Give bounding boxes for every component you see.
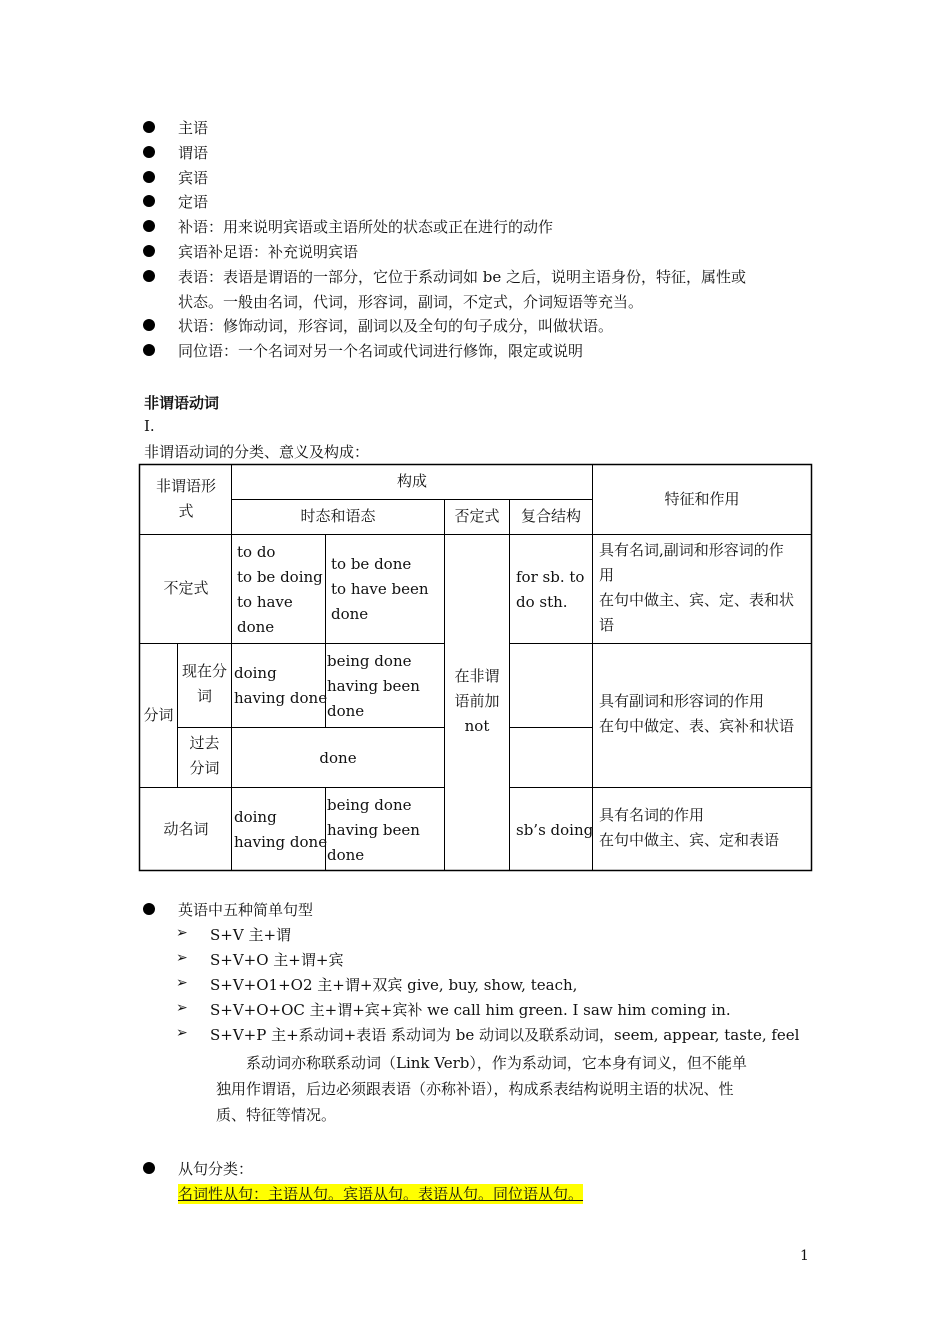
header-structure: 构成 [396,472,427,490]
header-form: 非谓语形 式 [155,477,216,520]
list-item: S+V+O 主+谓+宾 [210,951,344,969]
list-item: 宾语 [178,169,209,187]
list-item: S+V+P 主+系动词+表语 系动词为 be 动词以及联系动词，seem, appear, taste, feel [210,1026,800,1044]
row-label-present-participle: 现在分 词 [181,662,227,705]
arrow-bullet-icon: ➢ [176,950,188,966]
infinitive-complex: for sb. to do sth. [516,568,585,611]
header-tense-voice: 时态和语态 [300,507,376,525]
row-label-infinitive: 不定式 [163,579,209,597]
paragraph-line: 质、特征等情况。 [216,1106,337,1124]
list-item: 补语：用来说明宾语或主语所处的状态或正在进行的动作 [178,218,554,236]
section-title: 非谓语动词 [144,394,220,412]
participle-feature: 具有副词和形容词的作用 在句中做定、表、宾补和状语 [599,692,795,735]
list-item: 谓语 [178,144,209,162]
list-item: 定语 [178,193,209,211]
noun-clause-highlight: 名词性从句：主语从句。宾语从句。表语从句。同位语从句。 [178,1185,584,1203]
paragraph-line: 独用作谓语，后边必须跟表语（亦称补语），构成系表结构说明主语的状况、性 [216,1080,734,1098]
arrow-bullet-icon: ➢ [176,925,188,941]
list-item: S+V+O+OC 主+谓+宾+宾补 we call him green. I saw him coming in. [210,1001,731,1019]
row-label-participle: 分词 [143,706,174,724]
list-item: 主语 [178,119,209,137]
gerund-feature: 具有名词的作用 在句中做主、宾、定和表语 [599,806,780,849]
row-label-gerund: 动名词 [163,820,209,838]
patterns-title: 英语中五种简单句型 [178,901,314,919]
present-participle-active: doing having done [234,664,328,707]
header-feature: 特征和作用 [664,490,740,508]
paragraph-line: 系动词亦称联系动词（Link Verb），作为系动词，它本身有词义，但不能单 [246,1054,747,1072]
list-item: 状语：修饰动词，形容词，副词以及全句的句子成分，叫做状语。 [178,317,614,335]
clause-title: 从句分类： [178,1160,254,1178]
arrow-bullet-icon: ➢ [176,975,188,991]
negative-form: 在非谓 语前加 not [454,667,500,735]
list-item: S+V+O1+O2 主+谓+双宾 give, buy, show, teach, [210,976,578,994]
header-complex: 复合结构 [520,507,581,525]
gerund-passive: being done having been done [327,796,420,864]
infinitive-passive-forms: to be done to have been done [331,555,429,623]
infinitive-active-forms: to do to be doing to have done [237,543,323,636]
bullet-icon [143,903,155,915]
roman-numeral: I. [144,417,155,435]
table-caption: 非谓语动词的分类、意义及构成： [144,443,370,461]
bullet-icon [143,1162,155,1174]
page-number: 1 [800,1248,809,1264]
list-item: 宾语补足语：补充说明宾语 [178,243,359,261]
arrow-bullet-icon: ➢ [176,1025,188,1041]
list-item: 表语：表语是谓语的一部分，它位于系动词如 be 之后，说明主语身份，特征，属性或 [178,268,747,286]
list-item: 同位语：一个名词对另一个名词或代词进行修饰，限定或说明 [178,342,584,360]
list-item-continuation: 状态。一般由名词，代词，形容词，副词，不定式，介词短语等充当。 [178,293,644,311]
header-negative: 否定式 [454,507,500,525]
gerund-active: doing having done [234,808,328,851]
list-item: S+V 主+谓 [210,926,292,944]
gerund-complex: sb’s doing [516,821,594,839]
infinitive-feature: 具有名词,副词和形容词的作 用 在句中做主、宾、定、表和状 语 [599,541,795,634]
row-label-past-participle: 过去 分词 [189,734,220,777]
arrow-bullet-icon: ➢ [176,1000,188,1016]
past-participle-form: done [319,749,357,767]
present-participle-passive: being done having been done [327,652,420,720]
